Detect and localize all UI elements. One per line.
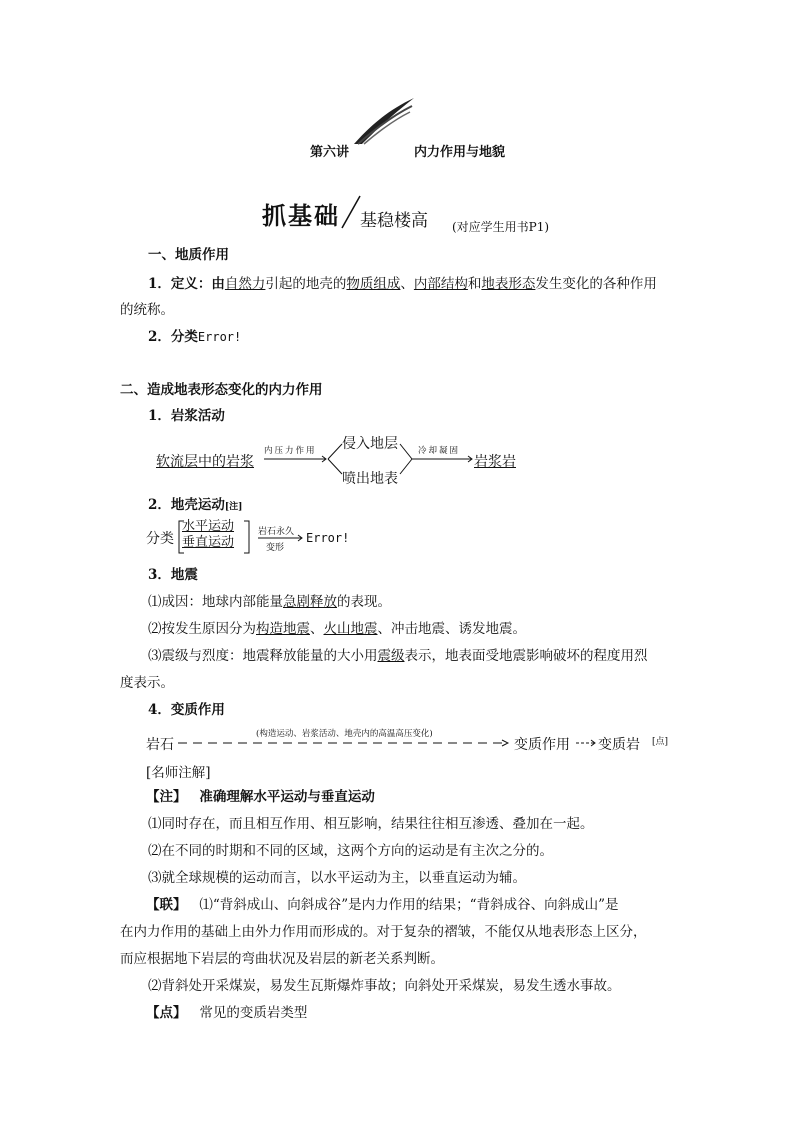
meta-note: [点] <box>652 737 669 747</box>
meta-title: 4．变质作用 <box>148 702 225 718</box>
page-title: 内力作用与地貌 <box>414 145 506 160</box>
flow-branch-top: 侵入地层 <box>342 436 398 452</box>
quake-cause: ⑴成因：地球内部能量急剧释放的表现。 <box>148 594 391 610</box>
crust-types: 水平运动 垂直运动 <box>182 519 235 550</box>
crust-title: 2．地壳运动[注] <box>148 497 243 513</box>
meta-rock: 岩石 <box>146 737 174 753</box>
note-dian-heading: 【点】 常见的变质岩类型 <box>146 1005 308 1021</box>
flow-result: 岩浆岩 <box>474 454 516 470</box>
flow-branch-bottom: 喷出地表 <box>342 471 398 487</box>
crust-error: Error! <box>306 531 350 545</box>
section1-heading: 一、地质作用 <box>148 247 229 263</box>
banner-right: 基稳楼高 <box>360 211 428 231</box>
quake-magnitude: ⑶震级与烈度：地震释放能量的大小用震级表示，地表面受地震影响破坏的程度用烈 <box>148 648 648 664</box>
quake-types: ⑵按发生原因分为构造地震、火山地震、冲击地震、诱发地震。 <box>148 621 526 637</box>
meta-result: 变质岩 <box>598 737 640 753</box>
swoosh-decoration-icon <box>352 96 418 148</box>
classification-line: 2．分类Error! <box>148 329 242 345</box>
meta-arrow-icon <box>574 738 598 748</box>
note-lian-2: 在内力作用的基础上由外力作用而形成的。对于复杂的褶皱，不能仅从地表形态上区分， <box>120 924 647 940</box>
flow-arrow2-label: 冷却凝固 <box>418 446 461 456</box>
notes-title: [名师注解] <box>146 765 211 781</box>
quake-magnitude-2: 度表示。 <box>120 675 174 691</box>
definition-line: 1．定义：由自然力引起的地壳的物质组成、内部结构和地表形态发生变化的各种作用 <box>148 276 657 292</box>
crust-arrow-icon <box>256 534 306 542</box>
note-zhu-2: ⑵在不同的时期和不同的区域，这两个方向的运动是有主次之分的。 <box>148 843 553 859</box>
slash-divider-icon <box>340 194 362 230</box>
magma-title: 1．岩浆活动 <box>148 408 225 424</box>
meta-condition: (构造运动、岩浆活动、地壳内的高温高压变化) <box>256 729 433 739</box>
meta-dashed-arrow-icon <box>176 738 514 748</box>
quake-title: 3．地震 <box>148 567 198 583</box>
crust-classify-label: 分类 <box>146 531 174 547</box>
banner-left: 抓基础 <box>262 201 340 230</box>
note-lian-4: ⑵背斜处开采煤炭，易发生瓦斯爆炸事故；向斜处开采煤炭，易发生透水事故。 <box>148 978 621 994</box>
flow-source: 软流层中的岩浆 <box>156 454 254 470</box>
note-lian-3: 而应根据地下岩层的弯曲状况及岩层的新老关系判断。 <box>120 951 444 967</box>
flow-arrow1-label: 内压力作用 <box>264 446 317 456</box>
banner-ref: (对应学生用书P1) <box>452 220 550 234</box>
crust-arrow-bottom: 变形 <box>266 543 285 553</box>
lesson-number: 第六讲 <box>310 145 350 160</box>
right-bracket-icon <box>242 520 252 554</box>
section2-heading: 二、造成地表形态变化的内力作用 <box>120 382 323 398</box>
branch-arrow-icon <box>258 440 348 484</box>
note-zhu-heading: 【注】 准确理解水平运动与垂直运动 <box>146 789 375 805</box>
note-zhu-3: ⑶就全球规模的运动而言，以水平运动为主，以垂直运动为辅。 <box>148 870 526 886</box>
meta-action: 变质作用 <box>514 737 570 753</box>
crust-arrow-top: 岩石永久 <box>258 527 295 537</box>
note-zhu-1: ⑴同时存在，而且相互作用、相互影响，结果往往相互渗透、叠加在一起。 <box>148 816 594 832</box>
definition-line-2: 的统称。 <box>120 302 174 318</box>
note-lian-1: 【联】 ⑴“背斜成山、向斜成谷”是内力作用的结果；“背斜成谷、向斜成山”是 <box>146 897 619 913</box>
